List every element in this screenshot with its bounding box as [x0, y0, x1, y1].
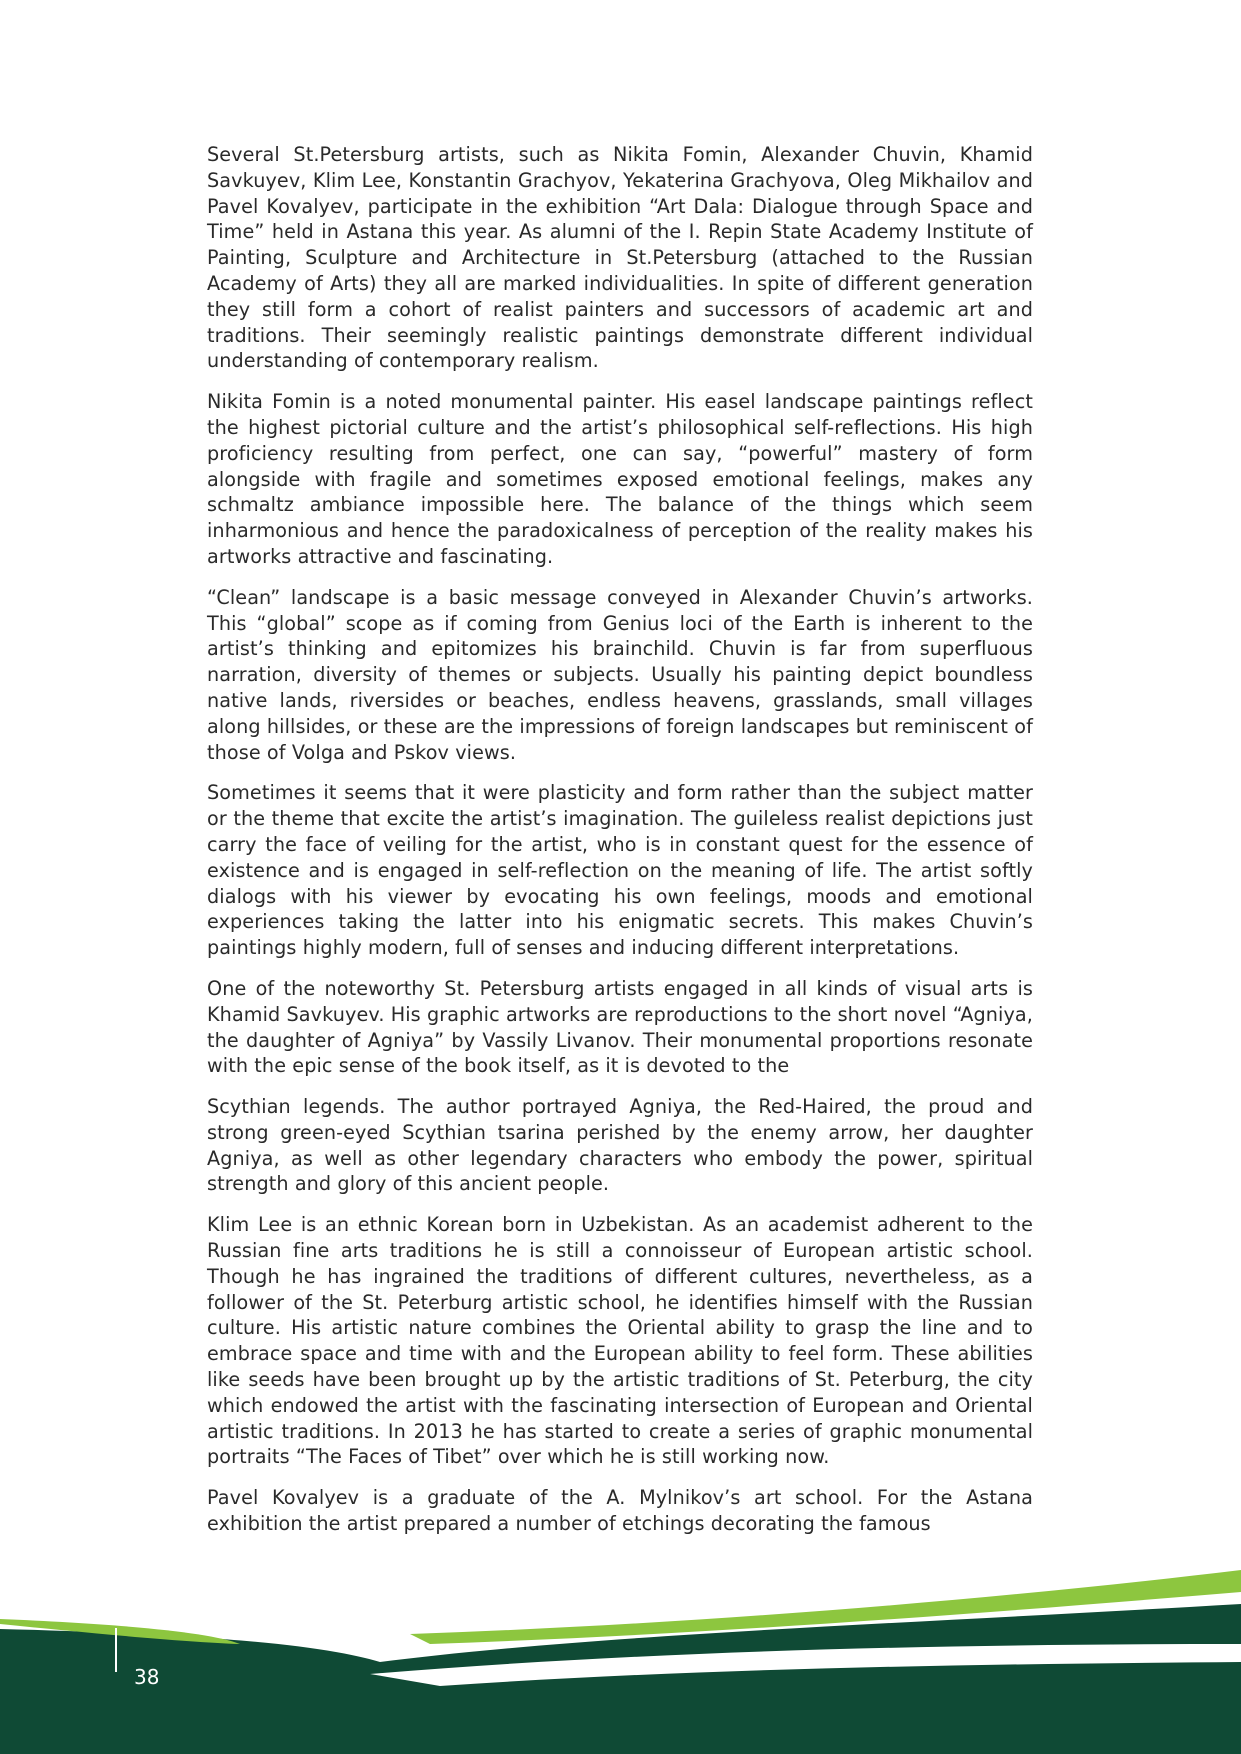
paragraph-6: Scythian legends. The author portrayed Agniya, the Red-Haired, the proud and strong green-eyed Scythian tsarina perished by the enemy arrow, her daughter Agniya, as well as other legendary characters who embody the power, spiritual strength and glory of this ancient people.: [207, 1095, 1033, 1196]
page-number: 38: [134, 1665, 160, 1689]
paragraph-4: Sometimes it seems that it were plasticity and form rather than the subject matter or the theme that excite the artist’s imagination. The guileless realist depictions just carry the face of veiling for the artist, who is in constant quest for the essence of existence and is engaged in self-reflection on the meaning of life. The artist softly dialogs with his viewer by evocating his own feelings, moods and emotional experiences taking the latter into his enigmatic secrets. This makes Chuvin’s paintings highly modern, full of senses and inducing different interpretations.: [207, 781, 1033, 960]
paragraph-2: Nikita Fomin is a noted monumental painter. His easel landscape paintings reflect the highest pictorial culture and the artist’s philosophical self-reflections. His high proficiency resulting from perfect, one can say, “powerful” mastery of form alongside with fragile and sometimes exposed emotional feelings, makes any schmaltz ambiance impossible here. The balance of the things which seem inharmonious and hence the paradoxicalness of perception of the reality makes his artworks attractive and fascinating.: [207, 390, 1033, 568]
paragraph-8: Pavel Kovalyev is a graduate of the A. Mylnikov’s art school. For the Astana exhibition the artist prepared a number of etchings decorating the famous: [207, 1486, 1033, 1536]
page-number-divider: [115, 1628, 117, 1672]
article-body: [207, 142, 1033, 1552]
paragraph-5: One of the noteworthy St. Petersburg artists engaged in all kinds of visual arts is Khamid Savkuyev. His graphic artworks are reproductions to the short novel “Agniya, the daughter of Agniya” by Vassily Livanov. Their monumental proportions resonate with the epic sense of the book itself, as it is devoted to the: [207, 976, 1033, 1078]
paragraph-1: Several St.Petersburg artists, such as Nikita Fomin, Alexander Chuvin, Khamid Savkuyev, Klim Lee, Konstantin Grachyov, Yekaterina Grachyova, Oleg Mikhailov and Pavel Kovalyev, participate in the exhibition “Art Dala: Dialogue through Space and Time” held in Astana this year. As alumni of the I. Repin State Academy Institute of Painting, Sculpture and Architecture in St.Petersburg (attached to the Russian Academy of Arts) they all are marked individualities. In spite of different generation they still form a cohort of realist painters and successors of academic art and traditions. Their seemingly realistic paintings demonstrate different individual understanding of contemporary realism.: [207, 143, 1033, 373]
footer-wave-band: [0, 1554, 1241, 1754]
paragraph-3: “Clean” landscape is a basic message conveyed in Alexander Chuvin’s artworks. This “global” scope as if coming from Genius loci of the Earth is inherent to the artist’s thinking and epitomizes his brainchild. Chuvin is far from superfluous narration, diversity of themes or subjects. Usually his painting depict boundless native lands, riversides or beaches, endless heavens, grasslands, small villages along hillsides, or these are the impressions of foreign landscapes but reminiscent of those of Volga and Pskov views.: [207, 585, 1033, 764]
footer-wave-graphic: [0, 1554, 1241, 1754]
paragraph-7: Klim Lee is an ethnic Korean born in Uzbekistan. As an academist adherent to the Russian fine arts traditions he is still a connoisseur of European artistic school. Though he has ingrained the traditions of different cultures, nevertheless, as a follower of the St. Peterburg artistic school, he identifies himself with the Russian culture. His artistic nature combines the Oriental ability to grasp the line and to embrace space and time with and the European ability to feel form. These abilities like seeds have been brought up by the artistic traditions of St. Peterburg, the city which endowed the artist with the fascinating intersection of European and Oriental artistic traditions. In 2013 he has started to create a series of graphic monumental portraits “The Faces of Tibet” over which he is still working now.: [207, 1213, 1033, 1469]
